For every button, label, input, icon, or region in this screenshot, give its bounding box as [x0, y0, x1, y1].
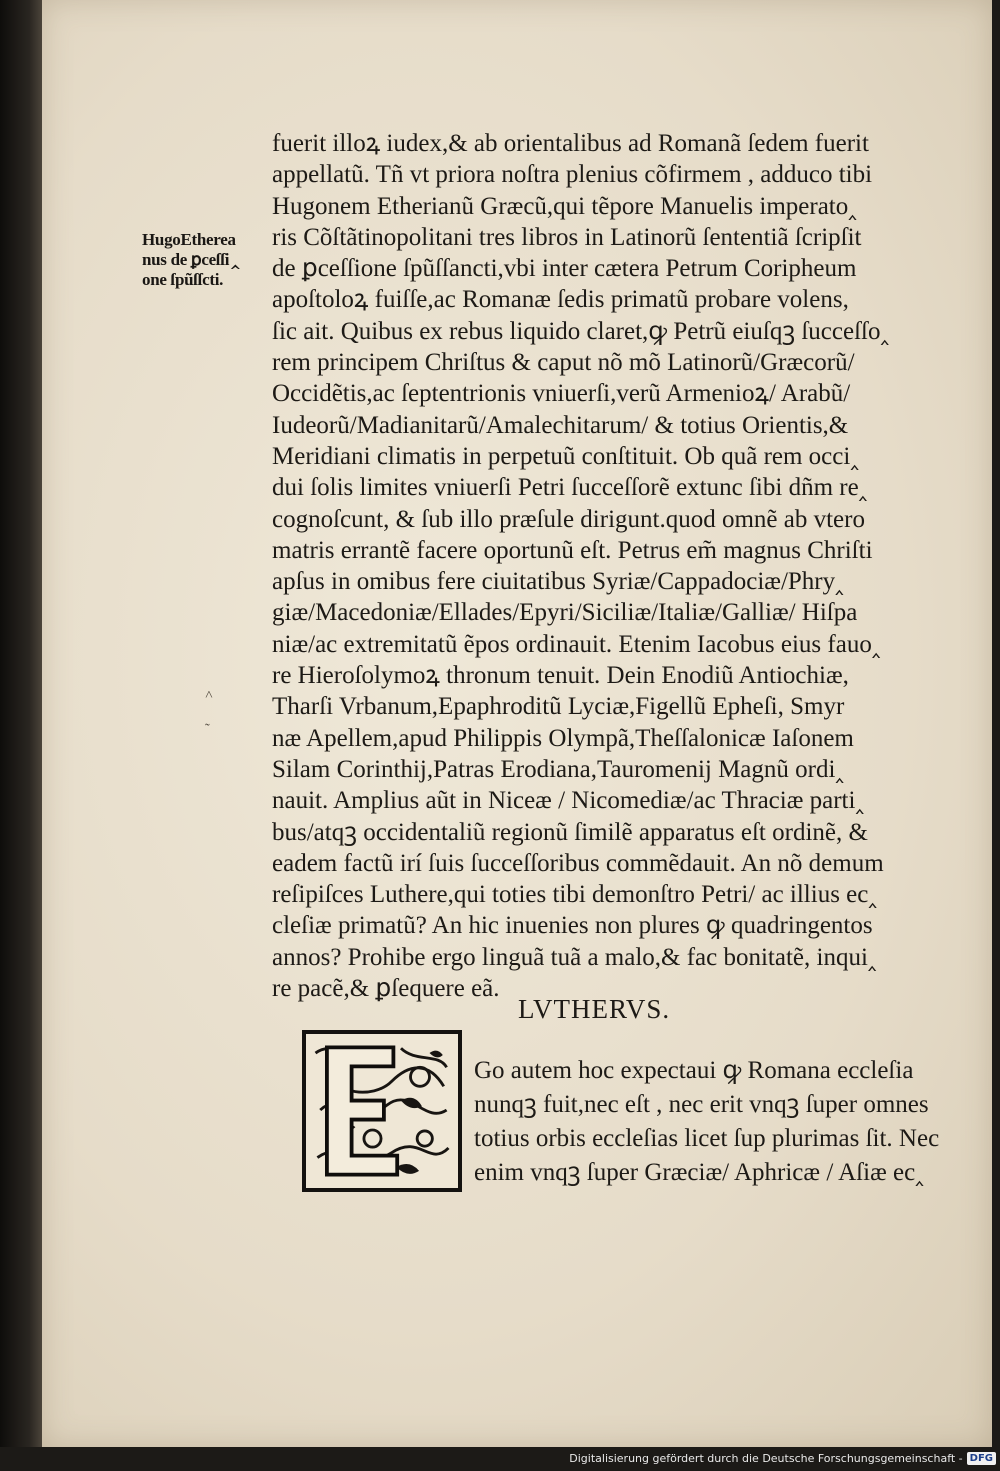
text-line: re Hieroſolymoꝝ thronum tenuit. Dein Enodiũ Antiochiæ,: [272, 662, 849, 690]
text-line: niæ/ac extremitatũ ẽpos ordinauit. Etenim Iacobus eius fauo‸: [272, 630, 881, 658]
marginal-note-line: one ſpũſſcti.: [142, 270, 224, 289]
marginal-note-line: nus de ꝑceſſi‸: [142, 250, 242, 269]
text-line: eadem factũ irí ſuis ſucceſſoribus commẽdauit. An nõ demum: [272, 849, 884, 877]
marginal-note: [142, 230, 267, 290]
text-line: reſipiſces Luthere,qui toties tibi demonſtro Petri/ ac illius ec‸: [272, 881, 877, 909]
text-line: Go autem hoc expectaui ꝙ Romana eccleſia: [474, 1057, 914, 1084]
text-line: Iudeorũ/Madianitarũ/Amalechitarum/ & totius Orientis,&: [272, 411, 849, 439]
text-line: totius orbis eccleſias licet ſup plurimas ſit. Nec: [474, 1125, 940, 1152]
text-line: Occidẽtis,ac ſeptentrionis vniuerſi,verũ Armenioꝝ/ Arabũ/: [272, 380, 851, 408]
text-line: Silam Corinthij,Patras Erodiana,Tauromenij Magnũ ordi‸: [272, 755, 844, 783]
text-line: nauit. Amplius aũt in Niceæ / Nicomediæ/ac Thraciæ parti‸: [272, 787, 864, 815]
text-line: fuerit illoꝝ iudex,& ab orientalibus ad Romanã ſedem fuerit: [272, 130, 869, 157]
text-line: enim vnqꝫ ſuper Græciæ/ Aphricæ / Aſiæ ec‸: [474, 1159, 924, 1186]
text-line: matris errantẽ facere oportunũ eſt. Petrus em̃ magnus Chriſti: [272, 536, 873, 564]
text-line: næ Apellem,apud Philippis Olympã,Theſſalonicæ Iaſonem: [272, 724, 854, 752]
dfg-logo[interactable]: DFG: [967, 1452, 996, 1465]
text-line: cleſiæ primatũ? An hic inuenies non plures ꝙ quadringentos: [272, 912, 873, 940]
digitization-credit: [569, 1449, 996, 1467]
page-edge-shadow: [0, 0, 42, 1447]
text-line: appellatũ. Tñ vt priora noſtra plenius cõfirmem , adduco tibi: [272, 161, 873, 189]
body-text-block: [272, 128, 950, 1004]
text-line: apſus in omibus fere ciuitatibus Syriæ/Cappadociæ/Phry‸: [272, 568, 844, 596]
text-line: re pacẽ,& ꝑſequere eã.: [272, 975, 500, 1003]
text-line: ſic ait. Quibus ex rebus liquido claret,ꝙ Petrũ eiuſqꝫ ſucceſſo‸: [272, 317, 889, 345]
marginal-note-line: HugoEtherea: [142, 230, 236, 249]
text-line: Meridiani climatis in perpetuũ conſtituit. Ob quã rem occi‸: [272, 442, 859, 470]
text-line: de ꝑceſſione ſpũſſancti,vbi inter cætera Petrum Coripheum: [272, 255, 857, 283]
credit-text: Digitalisierung gefördert durch die Deutsche Forschungsgemeinschaft -: [569, 1451, 963, 1465]
text-line: cognoſcunt, & ſub illo præſule dirigunt.quod omnẽ ab vtero: [272, 505, 865, 533]
section-heading: LVTHERVS.: [518, 994, 671, 1024]
decorated-initial-e: [302, 1030, 462, 1192]
text-line: nunqꝫ fuit,nec eſt , nec erit vnqꝫ ſuper omnes: [474, 1091, 929, 1118]
text-line: Tharſi Vrbanum,Epaphroditũ Lyciæ,Figellũ Epheſi, Smyr: [272, 693, 845, 721]
ink-specks: ˄ ˷: [205, 688, 213, 727]
initial-paragraph: [474, 1054, 950, 1190]
text-line: dui ſolis limites vniuerſi Petri ſucceſſorẽ extunc ſibi dñm re‸: [272, 474, 868, 502]
text-line: giæ/Macedoniæ/Ellades/Epyri/Siciliæ/Italiæ/Galliæ/ Hiſpa: [272, 599, 858, 627]
text-line: annos? Prohibe ergo linguã tuã a malo,& fac bonitatẽ, inqui‸: [272, 943, 877, 971]
text-line: Hugonem Etherianũ Græcũ,qui tẽpore Manuelis imperato‸: [272, 192, 857, 220]
text-line: ris Cõſtãtinopolitani tres libros in Latinorũ ſententiã ſcripſit: [272, 223, 862, 251]
text-line: rem principem Chriſtus & caput nõ mõ Latinorũ/Græcorũ/: [272, 349, 855, 377]
text-line: bus/atqꝫ occidentaliũ regionũ ſimilẽ apparatus eſt ordinẽ, &: [272, 818, 868, 846]
text-line: apoſtoloꝝ fuiſſe,ac Romanæ ſedis primatũ probare volens,: [272, 286, 849, 314]
